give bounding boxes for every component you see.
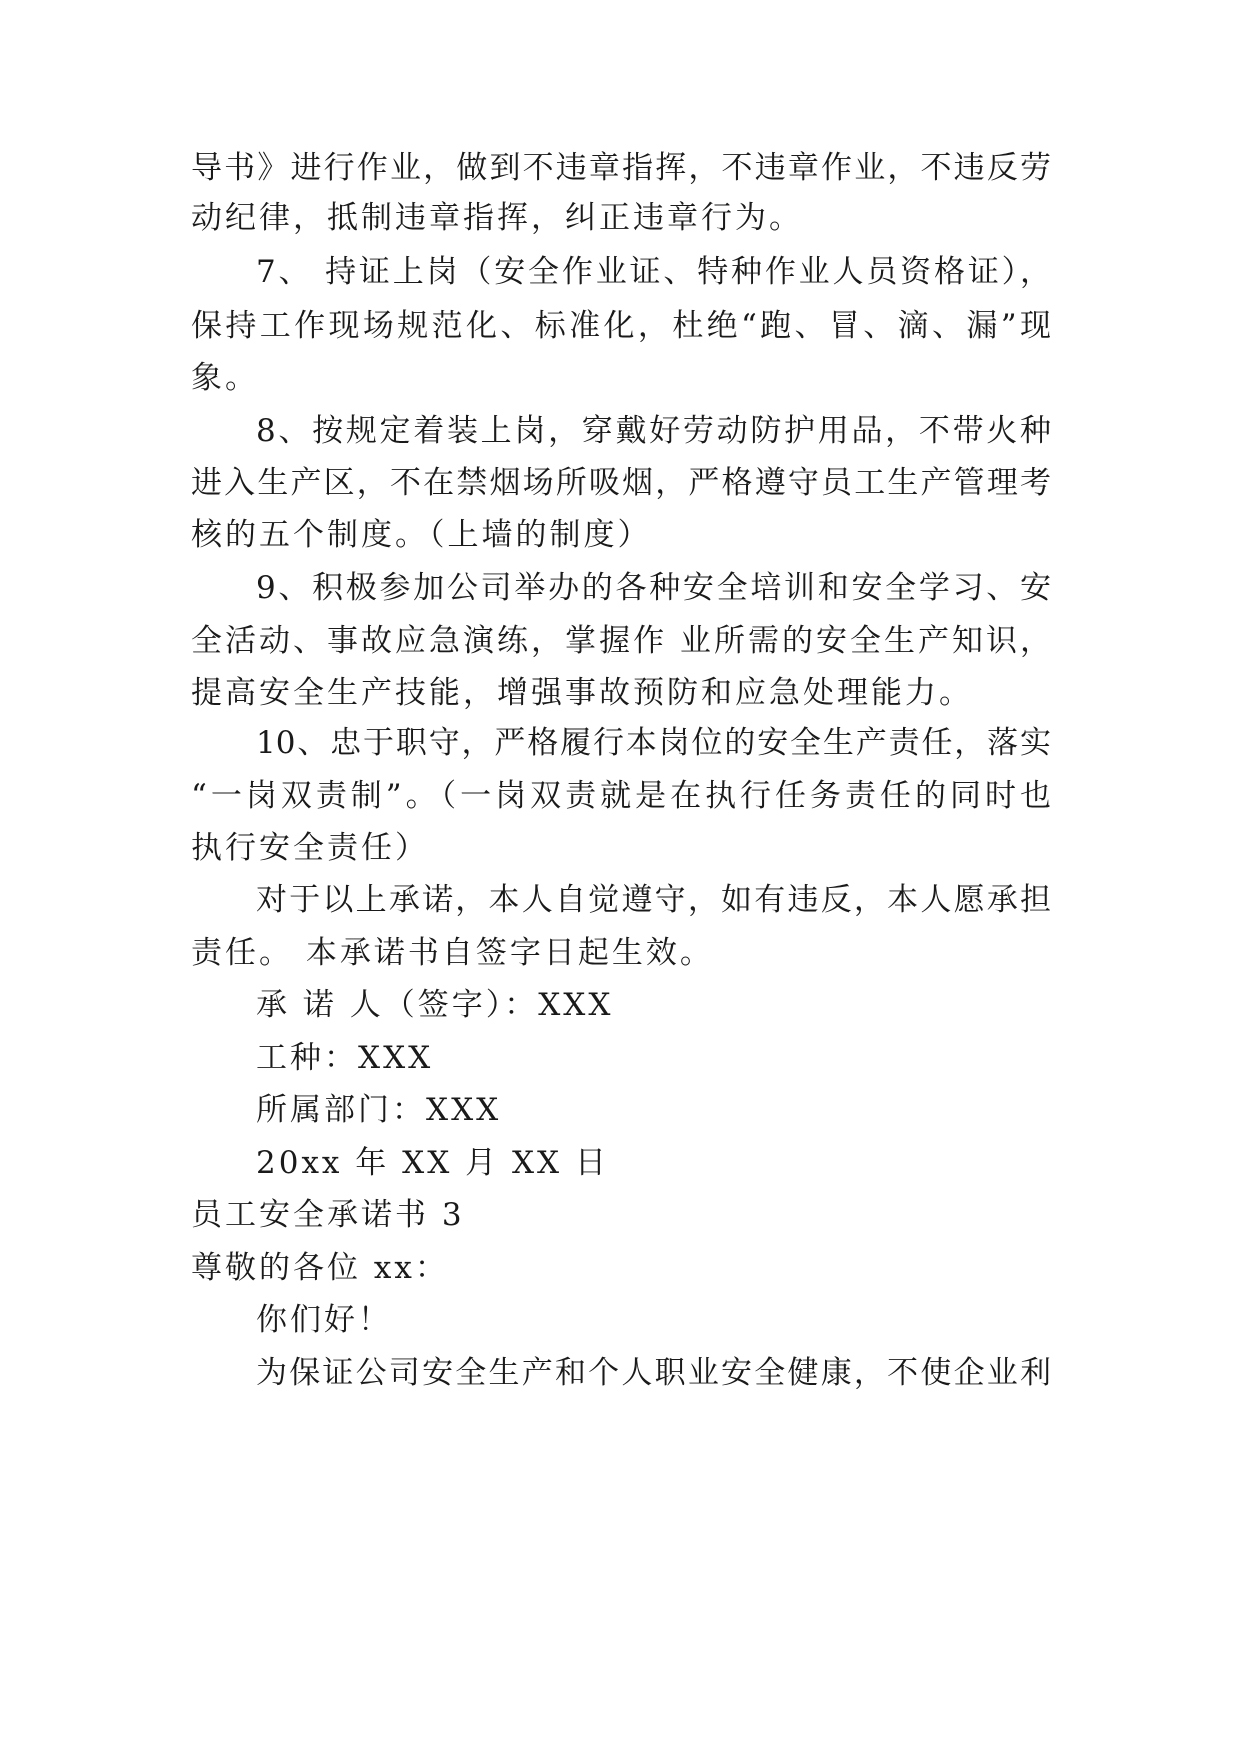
- salutation: 尊敬的各位 xx：: [191, 1250, 449, 1286]
- paragraph-line: 保持工作现场规范化、标准化，杜绝“跑、冒、滴、漏”现: [191, 308, 1051, 344]
- paragraph-line: 全活动、事故应急演练，掌握作 业所需的安全生产知识，: [191, 623, 1051, 659]
- paragraph-line: 执行安全责任）: [191, 830, 429, 866]
- paragraph-line: 责任。 本承诺书自签字日起生效。: [191, 935, 714, 971]
- paragraph-line: 8、按规定着装上岗，穿戴好劳动防护用品，不带火种: [256, 413, 1051, 449]
- paragraph-line: 7、 持证上岗（安全作业证、特种作业人员资格证），: [256, 254, 1051, 290]
- paragraph-line: 10、忠于职守，严格履行本岗位的安全生产责任，落实: [256, 725, 1051, 761]
- paragraph-line: 9、积极参加公司举办的各种安全培训和安全学习、安: [256, 570, 1051, 606]
- paragraph-line: 对于以上承诺，本人自觉遵守，如有违反，本人愿承担: [256, 882, 1051, 918]
- paragraph-line: “一岗双责制”。（一岗双责就是在执行任务责任的同时也: [191, 778, 1051, 814]
- section-title: 员工安全承诺书 3: [191, 1197, 465, 1233]
- signatory-line: 承 诺 人（签字）：XXX: [256, 987, 614, 1023]
- paragraph-line: 提高安全生产技能，增强事故预防和应急处理能力。: [191, 675, 973, 711]
- paragraph-line: 核的五个制度。（上墙的制度）: [191, 517, 652, 553]
- paragraph-line: 为保证公司安全生产和个人职业安全健康，不使企业利: [256, 1355, 1051, 1391]
- department-line: 所属部门：XXX: [256, 1092, 502, 1128]
- paragraph-line: 象。: [191, 360, 259, 396]
- paragraph-line: 进入生产区，不在禁烟场所吸烟，严格遵守员工生产管理考: [191, 465, 1051, 501]
- date-line: 20xx 年 XX 月 XX 日: [256, 1145, 609, 1181]
- greeting: 你们好！: [256, 1302, 392, 1338]
- paragraph-line: 导书》进行作业，做到不违章指挥，不违章作业，不违反劳: [191, 150, 1051, 186]
- paragraph-line: 动纪律，抵制违章指挥，纠正违章行为。: [191, 200, 803, 236]
- job-type-line: 工种：XXX: [256, 1040, 434, 1076]
